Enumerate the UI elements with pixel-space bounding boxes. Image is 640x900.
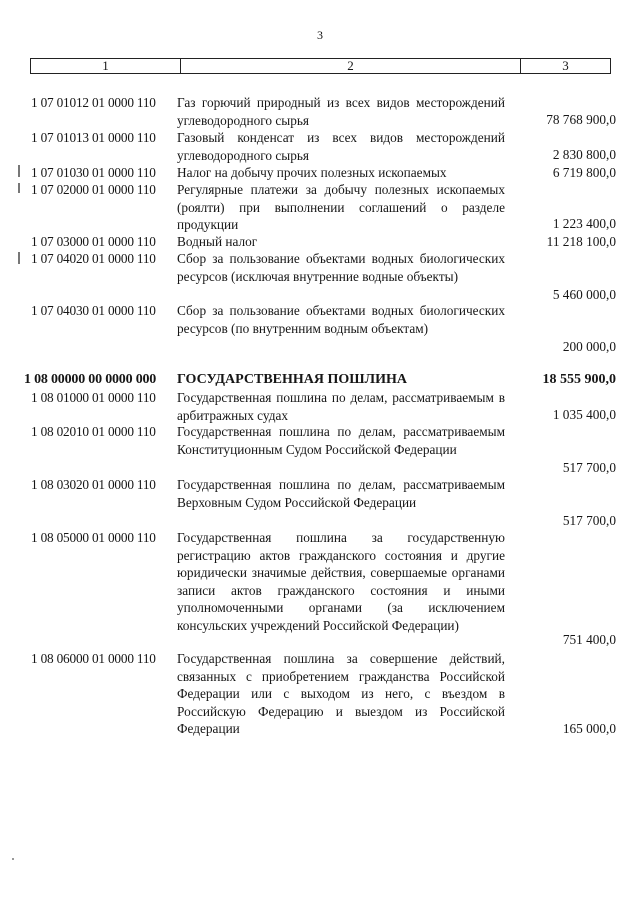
scan-margin-mark <box>18 183 20 193</box>
income-name: Государственная пошлина по делам, рассматриваемым в арбитражных судах <box>177 390 505 423</box>
budget-code: 1 07 01012 01 0000 110 <box>31 95 156 110</box>
income-name: Газовый конденсат из всех видов месторождений углеводородного сырья <box>177 130 505 163</box>
income-name: Регулярные платежи за добычу полезных ископаемых (роялти) при выполнении соглашений о разделе продукции <box>177 182 505 233</box>
income-name: Государственная пошлина по делам, рассматриваемым Верховным Судом Российской Федерации <box>177 477 505 510</box>
scan-margin-mark <box>18 165 20 177</box>
budget-code: 1 07 04020 01 0000 110 <box>31 251 156 266</box>
amount: 6 719 800,0 <box>552 165 616 180</box>
income-name: Водный налог <box>177 234 258 249</box>
page-number: 3 <box>317 28 323 42</box>
budget-code: 1 08 02010 01 0000 110 <box>31 424 156 439</box>
amount: 78 768 900,0 <box>546 112 616 127</box>
income-name: Налог на добычу прочих полезных ископаемых <box>177 165 447 180</box>
budget-code: 1 08 01000 01 0000 110 <box>31 390 156 405</box>
income-name: Сбор за пользование объектами водных биологических ресурсов (по внутренним водным объектам) <box>177 303 505 336</box>
amount: 1 035 400,0 <box>552 407 616 422</box>
column-header-2: 2 <box>181 59 521 73</box>
amount: 5 460 000,0 <box>552 287 616 302</box>
budget-code: 1 08 05000 01 0000 110 <box>31 530 156 545</box>
income-name: Сбор за пользование объектами водных биологических ресурсов (исключая внутренние водные объекты) <box>177 251 505 284</box>
budget-code: 1 07 03000 01 0000 110 <box>31 234 156 249</box>
amount: 751 400,0 <box>562 632 616 647</box>
amount: 1 223 400,0 <box>552 216 616 231</box>
budget-code: 1 07 01013 01 0000 110 <box>31 130 156 145</box>
budget-code: 1 08 06000 01 0000 110 <box>31 651 156 666</box>
section-code: 1 08 00000 00 0000 000 <box>24 372 157 387</box>
budget-code: 1 07 02000 01 0000 110 <box>31 182 156 197</box>
budget-code: 1 08 03020 01 0000 110 <box>31 477 156 492</box>
column-header-3: 3 <box>562 58 569 73</box>
amount: 11 218 100,0 <box>546 234 616 249</box>
amount: 517 700,0 <box>562 460 616 475</box>
income-name: Газ горючий природный из всех видов месторождений углеводородного сырья <box>177 95 505 128</box>
budget-code: 1 07 04030 01 0000 110 <box>31 303 156 318</box>
income-name: Государственная пошлина по делам, рассматриваемым Конституционным Судом Российской Федерации <box>177 424 505 457</box>
scan-margin-mark <box>18 252 20 264</box>
amount: 2 830 800,0 <box>552 147 616 162</box>
amount: 165 000,0 <box>562 721 616 736</box>
section-amount: 18 555 900,0 <box>542 372 616 387</box>
income-name: Государственная пошлина за совершение действий, связанных с приобретением гражданства Российской Федерации или с выходом из него, с въездом в Российскую Федерацию и выездом из Российской Федерации <box>177 651 505 737</box>
scan-dot <box>12 858 14 860</box>
amount: 200 000,0 <box>562 339 616 354</box>
section-title: ГОСУДАРСТВЕННАЯ ПОШЛИНА <box>177 372 407 387</box>
income-name: Государственная пошлина за государственную регистрацию актов гражданского состояния и другие юридически значимые действия, совершаемые органами записи актов гражданского состояния и иными уполномоченными органами (за исключением консульских учреждений Российской Федерации) <box>177 530 505 633</box>
budget-code: 1 07 01030 01 0000 110 <box>31 165 156 180</box>
amount: 517 700,0 <box>562 513 616 528</box>
column-header-row <box>30 58 611 74</box>
column-header-1: 1 <box>31 59 181 73</box>
